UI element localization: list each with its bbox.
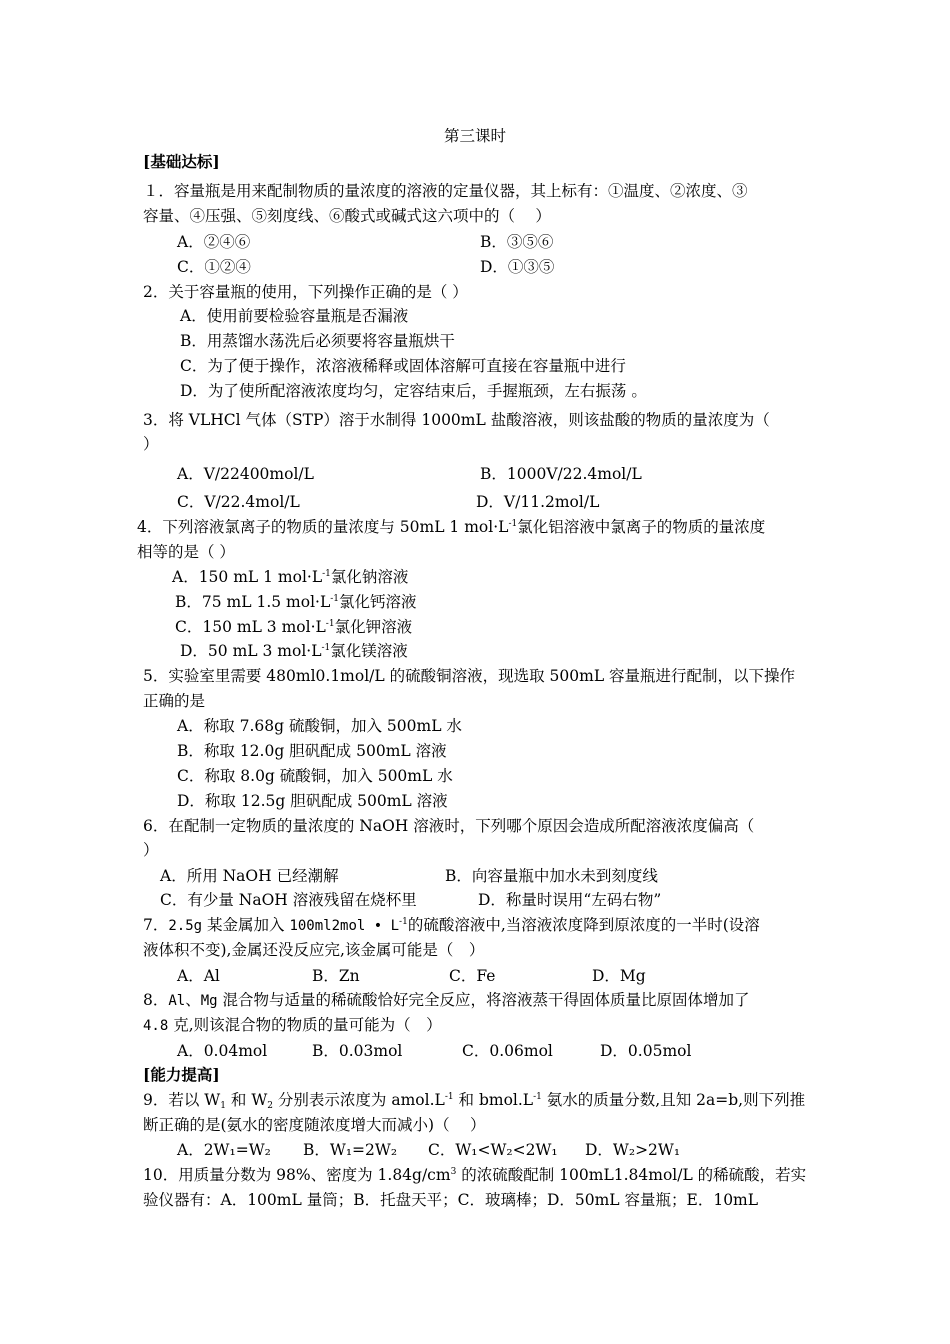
- q4-option-c-part2: 氯化钾溶液: [334, 618, 413, 636]
- q8-metal-mg: Mg: [200, 993, 218, 1009]
- q4-stem-part1: 4．下列溶液氯离子的物质的量浓度与 50mL 1 mol·L: [137, 518, 509, 536]
- q7-option-d: D．Mg: [592, 967, 646, 985]
- q4-option-b: [175, 592, 417, 612]
- q9-part2: 和 W: [225, 1091, 268, 1109]
- q3-stem-line1: 3．将 VLHCl 气体（STP）溶于水制得 1000mL 盐酸溶液，则该盐酸的物质的量浓度为（: [143, 411, 770, 429]
- q5-option-d: D．称取 12.5g 胆矾配成 500mL 溶液: [177, 792, 448, 810]
- q8-stem-line1: [143, 990, 750, 1011]
- q8-metal-al: Al: [168, 993, 186, 1009]
- q4-option-d-sup: -1: [321, 643, 331, 653]
- q5-option-c: C．称取 8.0g 硫酸铜，加入 500mL 水: [177, 767, 453, 785]
- q9-part5: 氨水的质量分数,且知 2a=b,则下列推: [541, 1091, 806, 1109]
- q8-stem-line2: [143, 1015, 442, 1036]
- q5-stem-line1: 5．实验室里需要 480ml0.1mol/L 的硫酸铜溶液，现选取 500mL 容量瓶进行配制，以下操作: [143, 667, 796, 685]
- q9-option-b: B．W₁=2W₂: [303, 1141, 398, 1159]
- page-title: 第三课时: [443, 127, 506, 145]
- q4-option-a-part2: 氯化钠溶液: [330, 568, 409, 586]
- q9-sup2: -1: [533, 1092, 542, 1102]
- q7-option-b: B．Zn: [312, 967, 360, 985]
- q7-superscript: -1: [399, 917, 408, 927]
- q10-sup: 3: [450, 1167, 457, 1177]
- q8-option-b: B．0.03mol: [312, 1042, 403, 1060]
- q7-stem-part3: 的硫酸溶液中,当溶液浓度降到原浓度的一半时(设溶: [407, 916, 760, 934]
- q4-option-c-sup: -1: [325, 619, 335, 629]
- q7-option-c: C．Fe: [449, 967, 496, 985]
- q4-option-c-part1: C．150 mL 3 mol·L: [175, 618, 326, 636]
- q5-stem-line2: 正确的是: [143, 692, 206, 710]
- q8-option-a: A．0.04mol: [177, 1042, 268, 1060]
- q4-option-d: [180, 641, 408, 661]
- q3-option-d: D．V/11.2mol/L: [476, 493, 600, 511]
- q1-option-b: B．③⑤⑥: [480, 233, 554, 251]
- q4-superscript: -1: [508, 519, 518, 529]
- q1-option-a: A．②④⑥: [177, 233, 251, 251]
- q7-option-a: A．Al: [177, 967, 220, 985]
- q8-stem-part3: 克,则该混合物的物质的量可能为（ ）: [168, 1016, 442, 1034]
- q3-option-a: A．V/22400mol/L: [177, 465, 314, 483]
- q4-option-a-part1: A．150 mL 1 mol·L: [172, 568, 323, 586]
- q4-option-b-part1: B．75 mL 1.5 mol·L: [175, 593, 331, 611]
- q6-stem-line2: ）: [143, 841, 159, 859]
- q9-sub1: 1: [220, 1101, 226, 1111]
- q9-part3: 分别表示浓度为 amol.L: [273, 1091, 445, 1109]
- q2-option-b: B．用蒸馏水荡洗后必须要将容量瓶烘干: [180, 332, 455, 350]
- q7-concentration: 100ml2mol • L: [289, 918, 400, 934]
- q2-option-c: C．为了便于操作，浓溶液稀释或固体溶解可直接在容量瓶中进行: [180, 357, 626, 375]
- q9-part4: 和 bmol.L: [453, 1091, 534, 1109]
- q7-stem-number: 7．: [143, 916, 169, 934]
- q7-stem-part2: 某金属加入: [202, 916, 290, 934]
- q4-option-b-sup: -1: [330, 594, 340, 604]
- q2-option-d: D．为了使所配溶液浓度均匀，定容结束后，手握瓶颈，左右振荡 。: [180, 382, 647, 400]
- q4-stem-line2: 相等的是（ ）: [137, 543, 235, 561]
- q7-stem-line1: [143, 915, 760, 936]
- q8-option-c: C．0.06mol: [462, 1042, 553, 1060]
- q7-stem-line2: 液体积不变),金属还没反应完,该金属可能是（ ）: [143, 941, 485, 959]
- q8-mass-increase: 4.8: [143, 1018, 169, 1034]
- q9-option-d: D．W₂>2W₁: [585, 1141, 681, 1159]
- q9-sub2: 2: [267, 1101, 273, 1111]
- q10-part2: 的浓硫酸配制 100mL1.84mol/L 的稀硫酸，若实: [456, 1166, 807, 1184]
- q4-option-b-part2: 氯化钙溶液: [339, 593, 417, 611]
- q10-stem-line2: 验仪器有：A．100mL 量筒；B．托盘天平；C．玻璃棒；D．50mL 容量瓶；E．10mL: [143, 1191, 759, 1209]
- q6-option-d: D．称量时误用“左码右物”: [478, 891, 662, 909]
- q1-stem-line1: １．容量瓶是用来配制物质的量浓度的溶液的定量仪器，其上标有：①温度、②浓度、③: [143, 182, 748, 200]
- q5-option-b: B．称取 12.0g 胆矾配成 500mL 溶液: [177, 742, 447, 760]
- q4-option-c: [175, 617, 412, 637]
- q4-stem-line1: [137, 517, 765, 537]
- q9-stem-line1: [143, 1090, 805, 1110]
- q9-sup1: -1: [444, 1092, 454, 1102]
- section-advanced-heading: [能力提高]: [143, 1065, 220, 1084]
- section-basic-heading: [基础达标]: [143, 152, 220, 171]
- q9-stem-line2: 断正确的是(氨水的密度随浓度增大而减小)（ ）: [143, 1116, 486, 1134]
- q8-separator: 、: [185, 991, 201, 1009]
- q6-stem-line1: 6．在配制一定物质的量浓度的 NaOH 溶液时，下列哪个原因会造成所配溶液浓度偏高（: [143, 817, 755, 835]
- q6-option-c: C．有少量 NaOH 溶液残留在烧杯里: [160, 891, 417, 909]
- q4-option-a-sup: -1: [322, 569, 331, 579]
- q4-option-d-part2: 氯化镁溶液: [330, 642, 408, 660]
- q4-stem-part2: 氯化铝溶液中氯离子的物质的量浓度: [517, 518, 766, 536]
- q8-stem-part2: 混合物与适量的稀硫酸恰好完全反应，将溶液蒸干得固体质量比原固体增加了: [217, 991, 750, 1009]
- q2-option-a: A．使用前要检验容量瓶是否漏液: [180, 307, 409, 325]
- q4-option-a: [172, 567, 408, 587]
- q1-option-c: C．①②④: [177, 258, 251, 276]
- q9-option-a: A．2W₁=W₂: [177, 1141, 271, 1159]
- q1-stem-line2: 容量、④压强、⑤刻度线、⑥酸式或碱式这六项中的（ ）: [143, 207, 551, 225]
- q10-part1: 10．用质量分数为 98%、密度为 1.84g/cm: [143, 1166, 451, 1184]
- q7-mass: 2.5g: [168, 918, 203, 934]
- q4-option-d-part1: D．50 mL 3 mol·L: [180, 642, 322, 660]
- q2-stem: 2．关于容量瓶的使用，下列操作正确的是（ ）: [143, 283, 468, 301]
- q9-part1: 9．若以 W: [143, 1091, 221, 1109]
- q8-option-d: D．0.05mol: [600, 1042, 692, 1060]
- q6-option-b: B．向容量瓶中加水未到刻度线: [445, 867, 658, 885]
- q3-stem-line2: ）: [143, 435, 159, 453]
- q5-option-a: A．称取 7.68g 硫酸铜，加入 500mL 水: [177, 717, 462, 735]
- q3-option-b: B．1000V/22.4mol/L: [480, 465, 642, 483]
- q1-option-d: D．①③⑤: [480, 258, 555, 276]
- q6-option-a: A．所用 NaOH 已经潮解: [160, 867, 339, 885]
- q9-option-c: C．W₁<W₂<2W₁: [428, 1141, 558, 1159]
- q3-option-c: C．V/22.4mol/L: [177, 493, 300, 511]
- q10-stem-line1: [143, 1165, 806, 1185]
- q8-stem-number: 8．: [143, 991, 169, 1009]
